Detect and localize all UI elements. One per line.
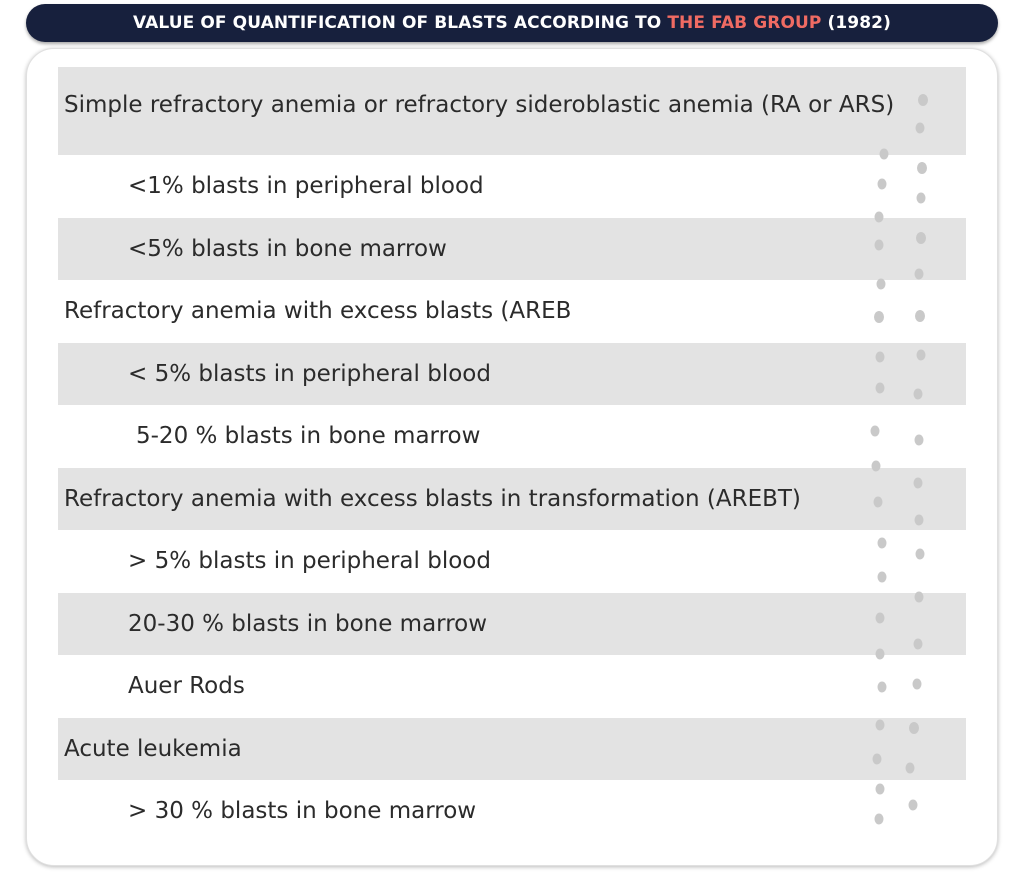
footprint-dot xyxy=(876,649,885,660)
footprint-dot xyxy=(915,310,925,322)
footprint-dot xyxy=(916,123,925,134)
footprint-dot xyxy=(914,478,923,489)
footprint-dot xyxy=(916,232,926,244)
footprint-dot xyxy=(880,149,889,160)
title-year-text: (1982) xyxy=(821,13,891,33)
list-row-criterion xyxy=(58,593,966,656)
list-row-criterion xyxy=(58,655,966,718)
row-text: Simple refractory anemia or refractory sideroblastic anemia (RA or ARS) xyxy=(64,92,895,118)
footprint-dot xyxy=(909,800,918,811)
footprint-dot xyxy=(917,350,926,361)
footprint-dot xyxy=(874,497,883,508)
row-text: <1% blasts in peripheral blood xyxy=(128,173,484,199)
list-row-criterion xyxy=(58,218,966,281)
footprint-dot xyxy=(917,162,927,174)
footprint-dot xyxy=(877,279,886,290)
footprint-dot xyxy=(873,754,882,765)
footprint-dot xyxy=(878,179,887,190)
footprint-dot xyxy=(875,814,884,825)
footprint-dot xyxy=(876,613,885,624)
footprint-dot xyxy=(915,435,924,446)
footprint-dot xyxy=(917,193,926,204)
row-text: 5-20 % blasts in bone marrow xyxy=(136,423,481,449)
classification-list xyxy=(58,67,966,843)
footprint-dot xyxy=(918,94,928,106)
row-text: 20-30 % blasts in bone marrow xyxy=(128,610,488,637)
footprint-dot xyxy=(878,538,887,549)
footprint-dot xyxy=(876,352,885,363)
row-text: Auer Rods xyxy=(128,673,245,699)
footprint-dot xyxy=(876,784,885,795)
row-text: > 5% blasts in peripheral blood xyxy=(128,548,491,574)
footprint-dot xyxy=(874,311,884,323)
list-row-category xyxy=(58,67,966,155)
title-banner xyxy=(26,4,998,42)
footprint-dot xyxy=(914,639,923,650)
footprint-dot xyxy=(875,240,884,251)
footprint-dot xyxy=(872,461,881,472)
list-row-criterion xyxy=(58,530,966,593)
list-row-category xyxy=(58,718,966,781)
list-row-category xyxy=(58,280,966,343)
footprint-dot xyxy=(915,592,924,603)
footprint-dot xyxy=(878,572,887,583)
row-text: Acute leukemia xyxy=(64,735,242,762)
list-row-criterion xyxy=(58,780,966,843)
footprint-dot xyxy=(876,383,885,394)
list-row-category xyxy=(58,468,966,531)
title-text: VALUE OF QUANTIFICATION OF BLASTS ACCORDING TO xyxy=(133,13,668,33)
row-text: > 30 % blasts in bone marrow xyxy=(128,798,477,824)
list-row-criterion xyxy=(58,155,966,218)
footprint-dot xyxy=(875,212,884,223)
footprint-dot xyxy=(909,722,919,734)
footprint-dot xyxy=(906,763,915,774)
footprints-decoration xyxy=(862,62,942,832)
row-text: Refractory anemia with excess blasts in transformation (AREBT) xyxy=(64,485,801,512)
list-row-criterion xyxy=(58,343,966,406)
footprint-dot xyxy=(913,679,922,690)
footprint-dot xyxy=(876,720,885,731)
footprint-dot xyxy=(915,269,924,280)
footprint-dot xyxy=(916,549,925,560)
row-text: Refractory anemia with excess blasts (AREB xyxy=(64,298,572,324)
footprint-dot xyxy=(871,426,880,437)
row-text: <5% blasts in bone marrow xyxy=(128,235,447,262)
footprint-dot xyxy=(915,515,924,526)
footprint-dot xyxy=(878,682,887,693)
footprint-dot xyxy=(914,389,923,400)
title-accent-text: THE FAB GROUP xyxy=(667,13,822,33)
list-row-criterion xyxy=(58,405,966,468)
row-text: < 5% blasts in peripheral blood xyxy=(128,360,491,387)
